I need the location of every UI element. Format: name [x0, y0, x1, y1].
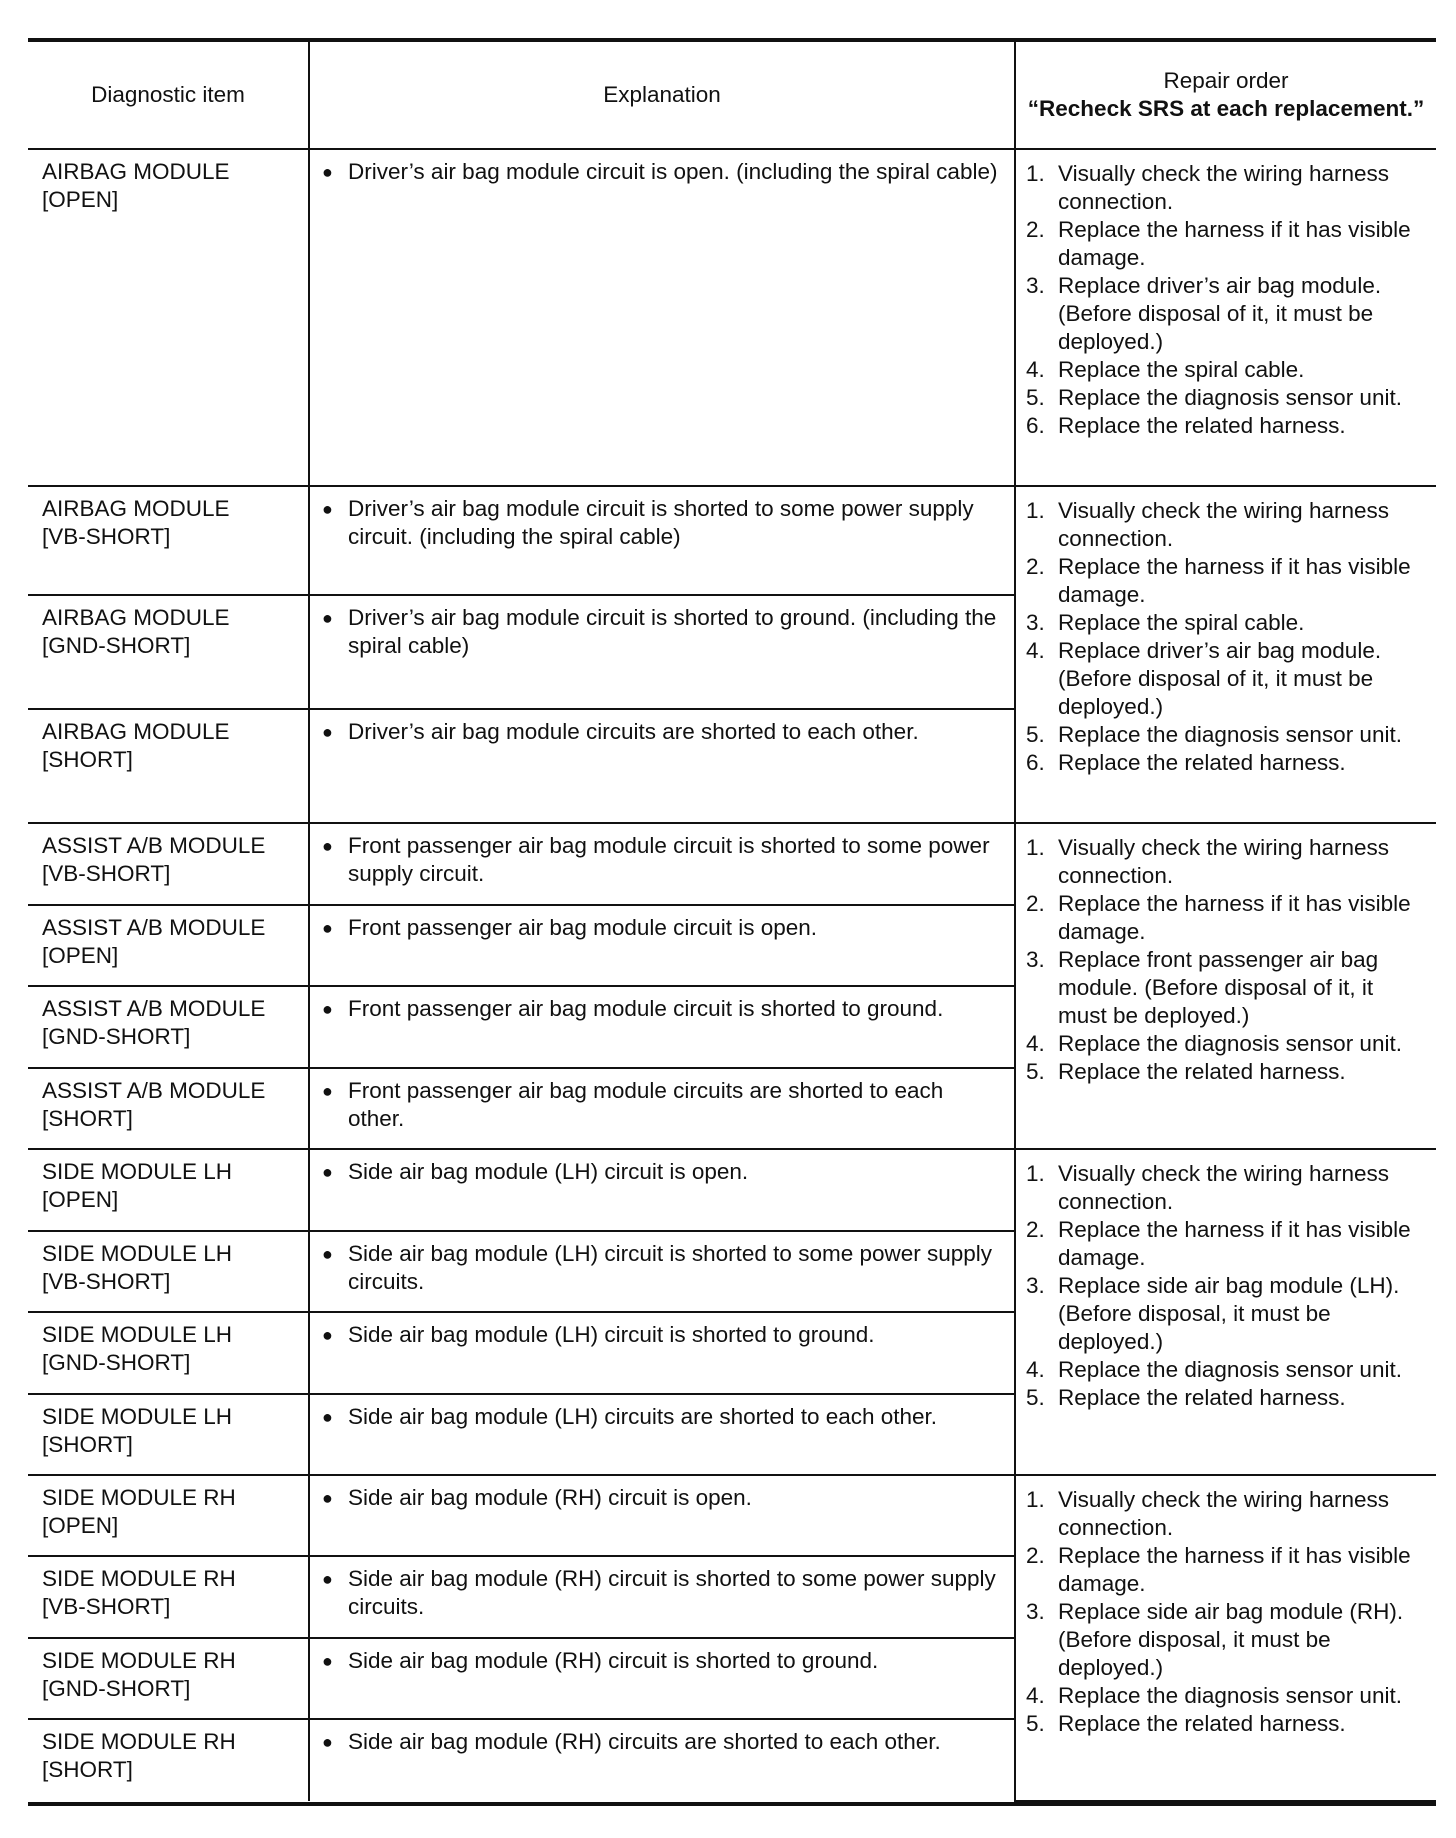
- explanation-text: Driver’s air bag module circuit is open. (including the spiral cable): [348, 159, 998, 184]
- diagnostic-item-cell: [28, 486, 309, 595]
- repair-step: [1026, 1542, 1422, 1598]
- repair-step: [1026, 609, 1422, 637]
- diagnostic-item-cell: [28, 1068, 309, 1149]
- explanation-cell: [309, 1312, 1015, 1393]
- repair-step-number: 4.: [1026, 1682, 1045, 1708]
- diagnostic-item-cell: [28, 1394, 309, 1475]
- bullet-icon: ●: [322, 1080, 333, 1101]
- repair-step-text: Replace the diagnosis sensor unit.: [1058, 1682, 1402, 1708]
- table-row: [28, 823, 1436, 904]
- explanation-cell: [309, 1719, 1015, 1801]
- repair-step-number: 2.: [1026, 1217, 1045, 1243]
- diagnostic-item-line: SIDE MODULE RH: [42, 1729, 236, 1755]
- diagnostic-item-line: AIRBAG MODULE: [42, 159, 230, 184]
- repair-order-cell: [1015, 823, 1436, 1149]
- repair-step-number: 1.: [1026, 498, 1045, 524]
- diagnostic-item-line: ASSIST A/B MODULE: [42, 1077, 266, 1103]
- bullet-icon: ●: [322, 1406, 333, 1427]
- repair-step-text: Replace the related harness.: [1058, 1059, 1346, 1085]
- diagnostic-item-cell: [28, 709, 309, 823]
- repair-step-text: Replace the diagnosis sensor unit.: [1058, 722, 1402, 748]
- diagnostic-item-line: [VB-SHORT]: [42, 1594, 171, 1620]
- repair-step-text: Replace the harness if it has visible damage.: [1058, 891, 1411, 945]
- diagnostic-item-cell: [28, 1556, 309, 1637]
- repair-step-number: 5.: [1026, 722, 1045, 748]
- repair-step-text: Replace the diagnosis sensor unit.: [1058, 1031, 1402, 1057]
- repair-step-text: Visually check the wiring harness connection.: [1058, 835, 1389, 889]
- repair-step: [1026, 412, 1422, 440]
- repair-step-text: Replace the harness if it has visible damage.: [1058, 217, 1411, 270]
- diagnostic-item-line: [GND-SHORT]: [42, 1675, 191, 1701]
- explanation-text: Side air bag module (RH) circuit is open.: [348, 1484, 752, 1510]
- diagnostic-item-line: [SHORT]: [42, 747, 133, 773]
- repair-step: [1026, 1356, 1422, 1384]
- repair-step-number: 3.: [1026, 1598, 1045, 1624]
- diagnostic-item-cell: [28, 1312, 309, 1393]
- bullet-icon: ●: [322, 917, 333, 938]
- repair-steps-list: [1026, 497, 1422, 777]
- repair-steps-list: [1026, 1160, 1422, 1412]
- repair-step: [1026, 1710, 1422, 1738]
- srs-diagnostic-table-page: [28, 38, 1436, 1806]
- bullet-icon: ●: [322, 1650, 333, 1671]
- diagnostic-item-cell: [28, 823, 309, 904]
- diagnostic-item-line: [GND-SHORT]: [42, 1024, 191, 1050]
- explanation-cell: [309, 709, 1015, 823]
- diagnostic-item-line: ASSIST A/B MODULE: [42, 833, 266, 859]
- repair-step: [1026, 834, 1422, 890]
- explanation-cell: [309, 823, 1015, 904]
- repair-step: [1026, 1598, 1422, 1682]
- repair-step-number: 2.: [1026, 217, 1045, 242]
- repair-step: [1026, 497, 1422, 553]
- repair-step-text: Replace side air bag module (LH). (Before disposal, it must be deployed.): [1058, 1273, 1400, 1355]
- header-repair-order: [1015, 42, 1436, 149]
- repair-step: [1026, 553, 1422, 609]
- bullet-icon: ●: [322, 1487, 333, 1508]
- explanation-text: Front passenger air bag module circuit is shorted to ground.: [348, 996, 944, 1022]
- repair-step-text: Replace the harness if it has visible damage.: [1058, 554, 1411, 608]
- repair-step: [1026, 1216, 1422, 1272]
- explanation-cell: [309, 1394, 1015, 1475]
- diagnostic-item-line: SIDE MODULE RH: [42, 1484, 236, 1510]
- bullet-icon: ●: [322, 836, 333, 857]
- bullet-icon: ●: [322, 499, 333, 520]
- explanation-text: Driver’s air bag module circuit is shorted to ground. (including the spiral cable): [348, 605, 997, 659]
- repair-steps-list: [1026, 834, 1422, 1086]
- diagnostic-item-line: [GND-SHORT]: [42, 1350, 191, 1376]
- repair-step-text: Visually check the wiring harness connection.: [1058, 161, 1389, 214]
- diagnostic-item-line: SIDE MODULE LH: [42, 1159, 233, 1185]
- repair-step: [1026, 1486, 1422, 1542]
- repair-step: [1026, 637, 1422, 721]
- explanation-cell: [309, 1638, 1015, 1719]
- diagnostic-item-cell: [28, 1638, 309, 1719]
- repair-step-number: 6.: [1026, 413, 1045, 438]
- repair-step-number: 5.: [1026, 385, 1045, 410]
- repair-step-text: Replace the related harness.: [1058, 750, 1346, 776]
- repair-step-text: Replace the diagnosis sensor unit.: [1058, 385, 1402, 410]
- repair-step: [1026, 1058, 1422, 1086]
- diagnostic-item-line: [VB-SHORT]: [42, 524, 171, 550]
- repair-step: [1026, 890, 1422, 946]
- repair-step: [1026, 216, 1422, 272]
- diagnostic-item-cell: [28, 1231, 309, 1312]
- repair-step: [1026, 1272, 1422, 1356]
- diagnostic-item-line: [OPEN]: [42, 187, 119, 212]
- diagnostic-item-cell: [28, 1149, 309, 1230]
- diagnostic-item-line: SIDE MODULE LH: [42, 1240, 233, 1266]
- diagnostic-item-line: [GND-SHORT]: [42, 633, 191, 659]
- table-body: [28, 149, 1436, 1801]
- bullet-icon: ●: [322, 722, 333, 743]
- repair-step-number: 4.: [1026, 638, 1045, 664]
- repair-order-cell: [1015, 486, 1436, 823]
- diagnostic-item-cell: [28, 986, 309, 1067]
- repair-step-number: 5.: [1026, 1059, 1045, 1085]
- diagnostic-item-line: ASSIST A/B MODULE: [42, 914, 266, 940]
- repair-step: [1026, 1682, 1422, 1710]
- diagnostic-item-line: [VB-SHORT]: [42, 1268, 171, 1294]
- repair-step-text: Replace the related harness.: [1058, 1385, 1346, 1411]
- diagnostic-item-line: [VB-SHORT]: [42, 861, 171, 887]
- diagnostic-item-line: ASSIST A/B MODULE: [42, 996, 266, 1022]
- explanation-text: Side air bag module (RH) circuit is shorted to ground.: [348, 1647, 879, 1673]
- repair-order-cell: [1015, 149, 1436, 486]
- diagnostic-item-line: [SHORT]: [42, 1431, 133, 1457]
- repair-steps-list: [1026, 1486, 1422, 1738]
- diagnostic-item-line: [OPEN]: [42, 942, 119, 968]
- repair-step: [1026, 356, 1422, 384]
- bullet-icon: ●: [322, 1325, 333, 1346]
- diagnostic-item-line: SIDE MODULE RH: [42, 1647, 236, 1673]
- repair-step: [1026, 721, 1422, 749]
- bullet-icon: ●: [322, 608, 333, 629]
- repair-step-text: Visually check the wiring harness connection.: [1058, 1486, 1389, 1540]
- repair-order-cell: [1015, 1475, 1436, 1801]
- diagnostic-item-line: SIDE MODULE LH: [42, 1322, 233, 1348]
- repair-step: [1026, 160, 1422, 216]
- repair-step-number: 2.: [1026, 554, 1045, 580]
- diagnostic-item-line: SIDE MODULE LH: [42, 1403, 233, 1429]
- repair-step-text: Replace the diagnosis sensor unit.: [1058, 1357, 1402, 1383]
- repair-step-number: 3.: [1026, 1273, 1045, 1299]
- explanation-cell: [309, 1475, 1015, 1556]
- diagnostic-item-line: [SHORT]: [42, 1105, 133, 1131]
- repair-step-number: 5.: [1026, 1710, 1045, 1736]
- explanation-cell: [309, 1149, 1015, 1230]
- explanation-text: Side air bag module (LH) circuit is shorted to ground.: [348, 1322, 875, 1348]
- explanation-text: Front passenger air bag module circuit is shorted to some power supply circuit.: [348, 833, 990, 887]
- explanation-text: Side air bag module (RH) circuit is shorted to some power supply circuits.: [348, 1566, 996, 1620]
- explanation-text: Side air bag module (LH) circuits are shorted to each other.: [348, 1403, 938, 1429]
- repair-step-text: Visually check the wiring harness connection.: [1058, 498, 1389, 552]
- bullet-icon: ●: [322, 1243, 333, 1264]
- repair-step: [1026, 272, 1422, 356]
- srs-diagnostic-table: [28, 42, 1436, 1802]
- table-header-row: [28, 42, 1436, 149]
- bullet-icon: ●: [322, 162, 333, 182]
- repair-step-text: Replace the related harness.: [1058, 1710, 1346, 1736]
- explanation-text: Side air bag module (RH) circuits are shorted to each other.: [348, 1729, 941, 1755]
- diagnostic-item-cell: [28, 905, 309, 986]
- bullet-icon: ●: [322, 999, 333, 1020]
- header-explanation: Explanation: [309, 42, 1015, 149]
- diagnostic-item-line: [OPEN]: [42, 1187, 119, 1213]
- repair-step-number: 2.: [1026, 1542, 1045, 1568]
- table-row: [28, 149, 1436, 486]
- diagnostic-item-line: AIRBAG MODULE: [42, 605, 230, 631]
- repair-step: [1026, 1160, 1422, 1216]
- repair-step-text: Replace the spiral cable.: [1058, 357, 1305, 382]
- repair-step-number: 4.: [1026, 357, 1045, 382]
- header-repair-order-label: Repair order: [1163, 68, 1289, 93]
- header-repair-note: “Recheck SRS at each replacement.”: [1027, 96, 1425, 121]
- explanation-text: Side air bag module (LH) circuit is shorted to some power supply circuits.: [348, 1240, 993, 1294]
- repair-step-number: 1.: [1026, 835, 1045, 861]
- explanation-text: Front passenger air bag module circuits are shorted to each other.: [348, 1077, 944, 1131]
- repair-step: [1026, 1384, 1422, 1412]
- repair-step-number: 5.: [1026, 1385, 1045, 1411]
- explanation-text: Front passenger air bag module circuit is open.: [348, 914, 817, 940]
- table-row: [28, 1475, 1436, 1556]
- explanation-cell: [309, 986, 1015, 1067]
- explanation-cell: [309, 486, 1015, 595]
- repair-step-number: 4.: [1026, 1357, 1045, 1383]
- repair-step-text: Visually check the wiring harness connection.: [1058, 1161, 1389, 1215]
- bullet-icon: ●: [322, 1162, 333, 1183]
- bullet-icon: ●: [322, 1569, 333, 1590]
- diagnostic-item-line: [OPEN]: [42, 1512, 119, 1538]
- header-diagnostic-item: Diagnostic item: [28, 42, 309, 149]
- diagnostic-item-cell: [28, 149, 309, 486]
- diagnostic-item-cell: [28, 1475, 309, 1556]
- repair-step-text: Replace driver’s air bag module. (Before disposal of it, it must be deployed.): [1058, 638, 1382, 720]
- repair-step-number: 2.: [1026, 891, 1045, 917]
- repair-step-number: 6.: [1026, 750, 1045, 776]
- diagnostic-item-line: SIDE MODULE RH: [42, 1566, 236, 1592]
- explanation-cell: [309, 905, 1015, 986]
- diagnostic-item-cell: [28, 595, 309, 709]
- repair-step-text: Replace driver’s air bag module. (Before disposal of it, it must be deployed.): [1058, 273, 1382, 354]
- repair-step-text: Replace the harness if it has visible damage.: [1058, 1217, 1411, 1271]
- diagnostic-item-line: AIRBAG MODULE: [42, 496, 230, 522]
- bullet-icon: ●: [322, 1732, 333, 1753]
- repair-step-text: Replace the harness if it has visible damage.: [1058, 1542, 1411, 1596]
- repair-step-text: Replace the spiral cable.: [1058, 610, 1305, 636]
- repair-step-number: 3.: [1026, 610, 1045, 636]
- repair-step-number: 1.: [1026, 161, 1045, 186]
- repair-step-text: Replace the related harness.: [1058, 413, 1346, 438]
- repair-step-number: 3.: [1026, 947, 1045, 973]
- repair-steps-list: [1026, 160, 1422, 440]
- repair-step-text: Replace front passenger air bag module. (Before disposal of it, it must be deployed.): [1058, 947, 1379, 1029]
- repair-order-cell: [1015, 1149, 1436, 1475]
- repair-step-number: 1.: [1026, 1486, 1045, 1512]
- explanation-cell: [309, 595, 1015, 709]
- explanation-cell: [309, 1231, 1015, 1312]
- repair-step-text: Replace side air bag module (RH). (Before disposal, it must be deployed.): [1058, 1598, 1404, 1680]
- table-row: [28, 1149, 1436, 1230]
- explanation-text: Driver’s air bag module circuits are shorted to each other.: [348, 719, 919, 745]
- diagnostic-item-cell: [28, 1719, 309, 1801]
- repair-step-number: 1.: [1026, 1161, 1045, 1187]
- explanation-cell: [309, 149, 1015, 486]
- repair-step-number: 3.: [1026, 273, 1045, 298]
- repair-step: [1026, 1030, 1422, 1058]
- repair-step-number: 4.: [1026, 1031, 1045, 1057]
- diagnostic-item-line: [SHORT]: [42, 1757, 133, 1783]
- repair-step: [1026, 749, 1422, 777]
- repair-step: [1026, 946, 1422, 1030]
- explanation-cell: [309, 1556, 1015, 1637]
- explanation-text: Driver’s air bag module circuit is shorted to some power supply circuit. (including the spiral cable): [348, 496, 974, 550]
- table-row: [28, 486, 1436, 595]
- explanation-text: Side air bag module (LH) circuit is open.: [348, 1159, 749, 1185]
- repair-step: [1026, 384, 1422, 412]
- explanation-cell: [309, 1068, 1015, 1149]
- diagnostic-item-line: AIRBAG MODULE: [42, 719, 230, 745]
